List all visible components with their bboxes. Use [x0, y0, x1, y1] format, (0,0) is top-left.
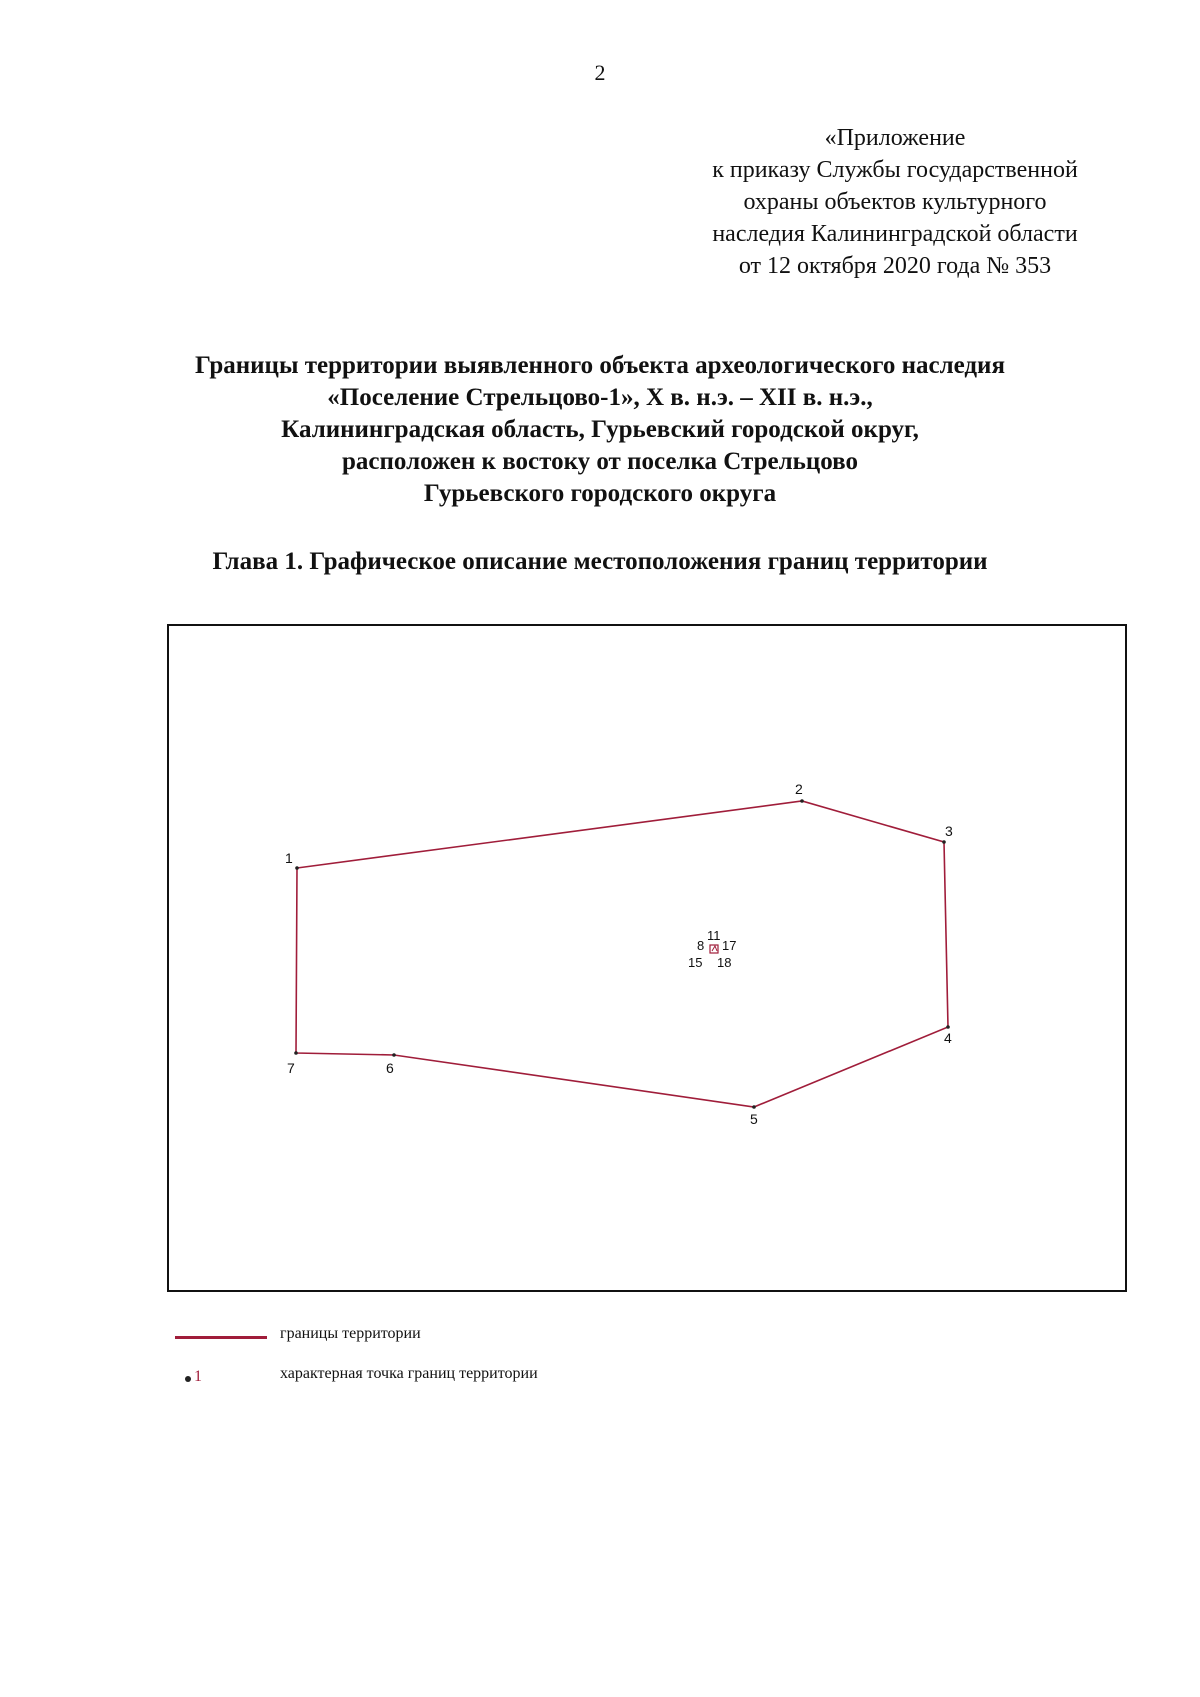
inner-label-8: 8: [697, 938, 705, 953]
legend-boundary-label: границы территории: [280, 1325, 421, 1342]
legend-row-point: [175, 1365, 875, 1405]
title-line: «Поселение Стрельцово-1», X в. н.э. – XII в. н.э.,: [327, 384, 873, 411]
vertex-dot-2: [800, 799, 804, 803]
legend-boundary-swatch: [175, 1336, 267, 1339]
chapter-heading: Глава 1. Графическое описание местоположения границ территории: [212, 548, 988, 575]
vertex-dot-7: [294, 1051, 298, 1055]
title-line: Калининградская область, Гурьевский городской округ,: [281, 416, 919, 443]
inner-label-15: 15: [688, 955, 703, 970]
boundary-map: [167, 624, 1127, 1292]
legend-point-label: характерная точка границ территории: [280, 1365, 538, 1382]
boundary-map-svg: [167, 624, 1127, 1292]
vertex-dot-6: [392, 1053, 396, 1057]
vertex-dot-1: [295, 866, 299, 870]
legend-point-number: 1: [194, 1368, 202, 1385]
inner-label-18: 18: [717, 955, 732, 970]
vertex-label-2: 2: [795, 781, 803, 797]
inner-label-17: 17: [722, 938, 737, 953]
appendix-line: «Приложение: [824, 125, 966, 151]
appendix-line: к приказу Службы государственной: [712, 157, 1078, 183]
appendix-line: наследия Калининградской области: [712, 221, 1078, 247]
vertex-label-7: 7: [287, 1060, 295, 1076]
page-number: 2: [594, 60, 606, 85]
vertex-dot-3: [942, 840, 946, 844]
vertex-label-4: 4: [944, 1030, 952, 1046]
vertex-label-1: 1: [285, 850, 293, 866]
vertex-label-3: 3: [945, 823, 953, 839]
title-line: расположен к востоку от поселка Стрельцово: [342, 448, 858, 475]
appendix-block: [660, 122, 1130, 282]
legend-point-dot: [185, 1376, 191, 1382]
legend-point-swatch: [185, 1369, 215, 1389]
title-line: Гурьевского городского округа: [423, 480, 777, 507]
appendix-line: охраны объектов культурного: [743, 189, 1047, 215]
title-line: Границы территории выявленного объекта археологического наследия: [195, 352, 1005, 379]
vertex-dot-5: [752, 1105, 756, 1109]
legend-row-boundary: [175, 1325, 875, 1365]
map-frame-border: [168, 625, 1126, 1291]
map-legend: [175, 1325, 875, 1405]
inner-label-11: 11: [707, 928, 721, 943]
document-title: [0, 350, 1200, 510]
vertex-label-5: 5: [750, 1111, 758, 1127]
appendix-line: от 12 октября 2020 года № 353: [738, 253, 1052, 279]
vertex-dot-4: [946, 1025, 950, 1029]
vertex-label-6: 6: [386, 1060, 394, 1076]
